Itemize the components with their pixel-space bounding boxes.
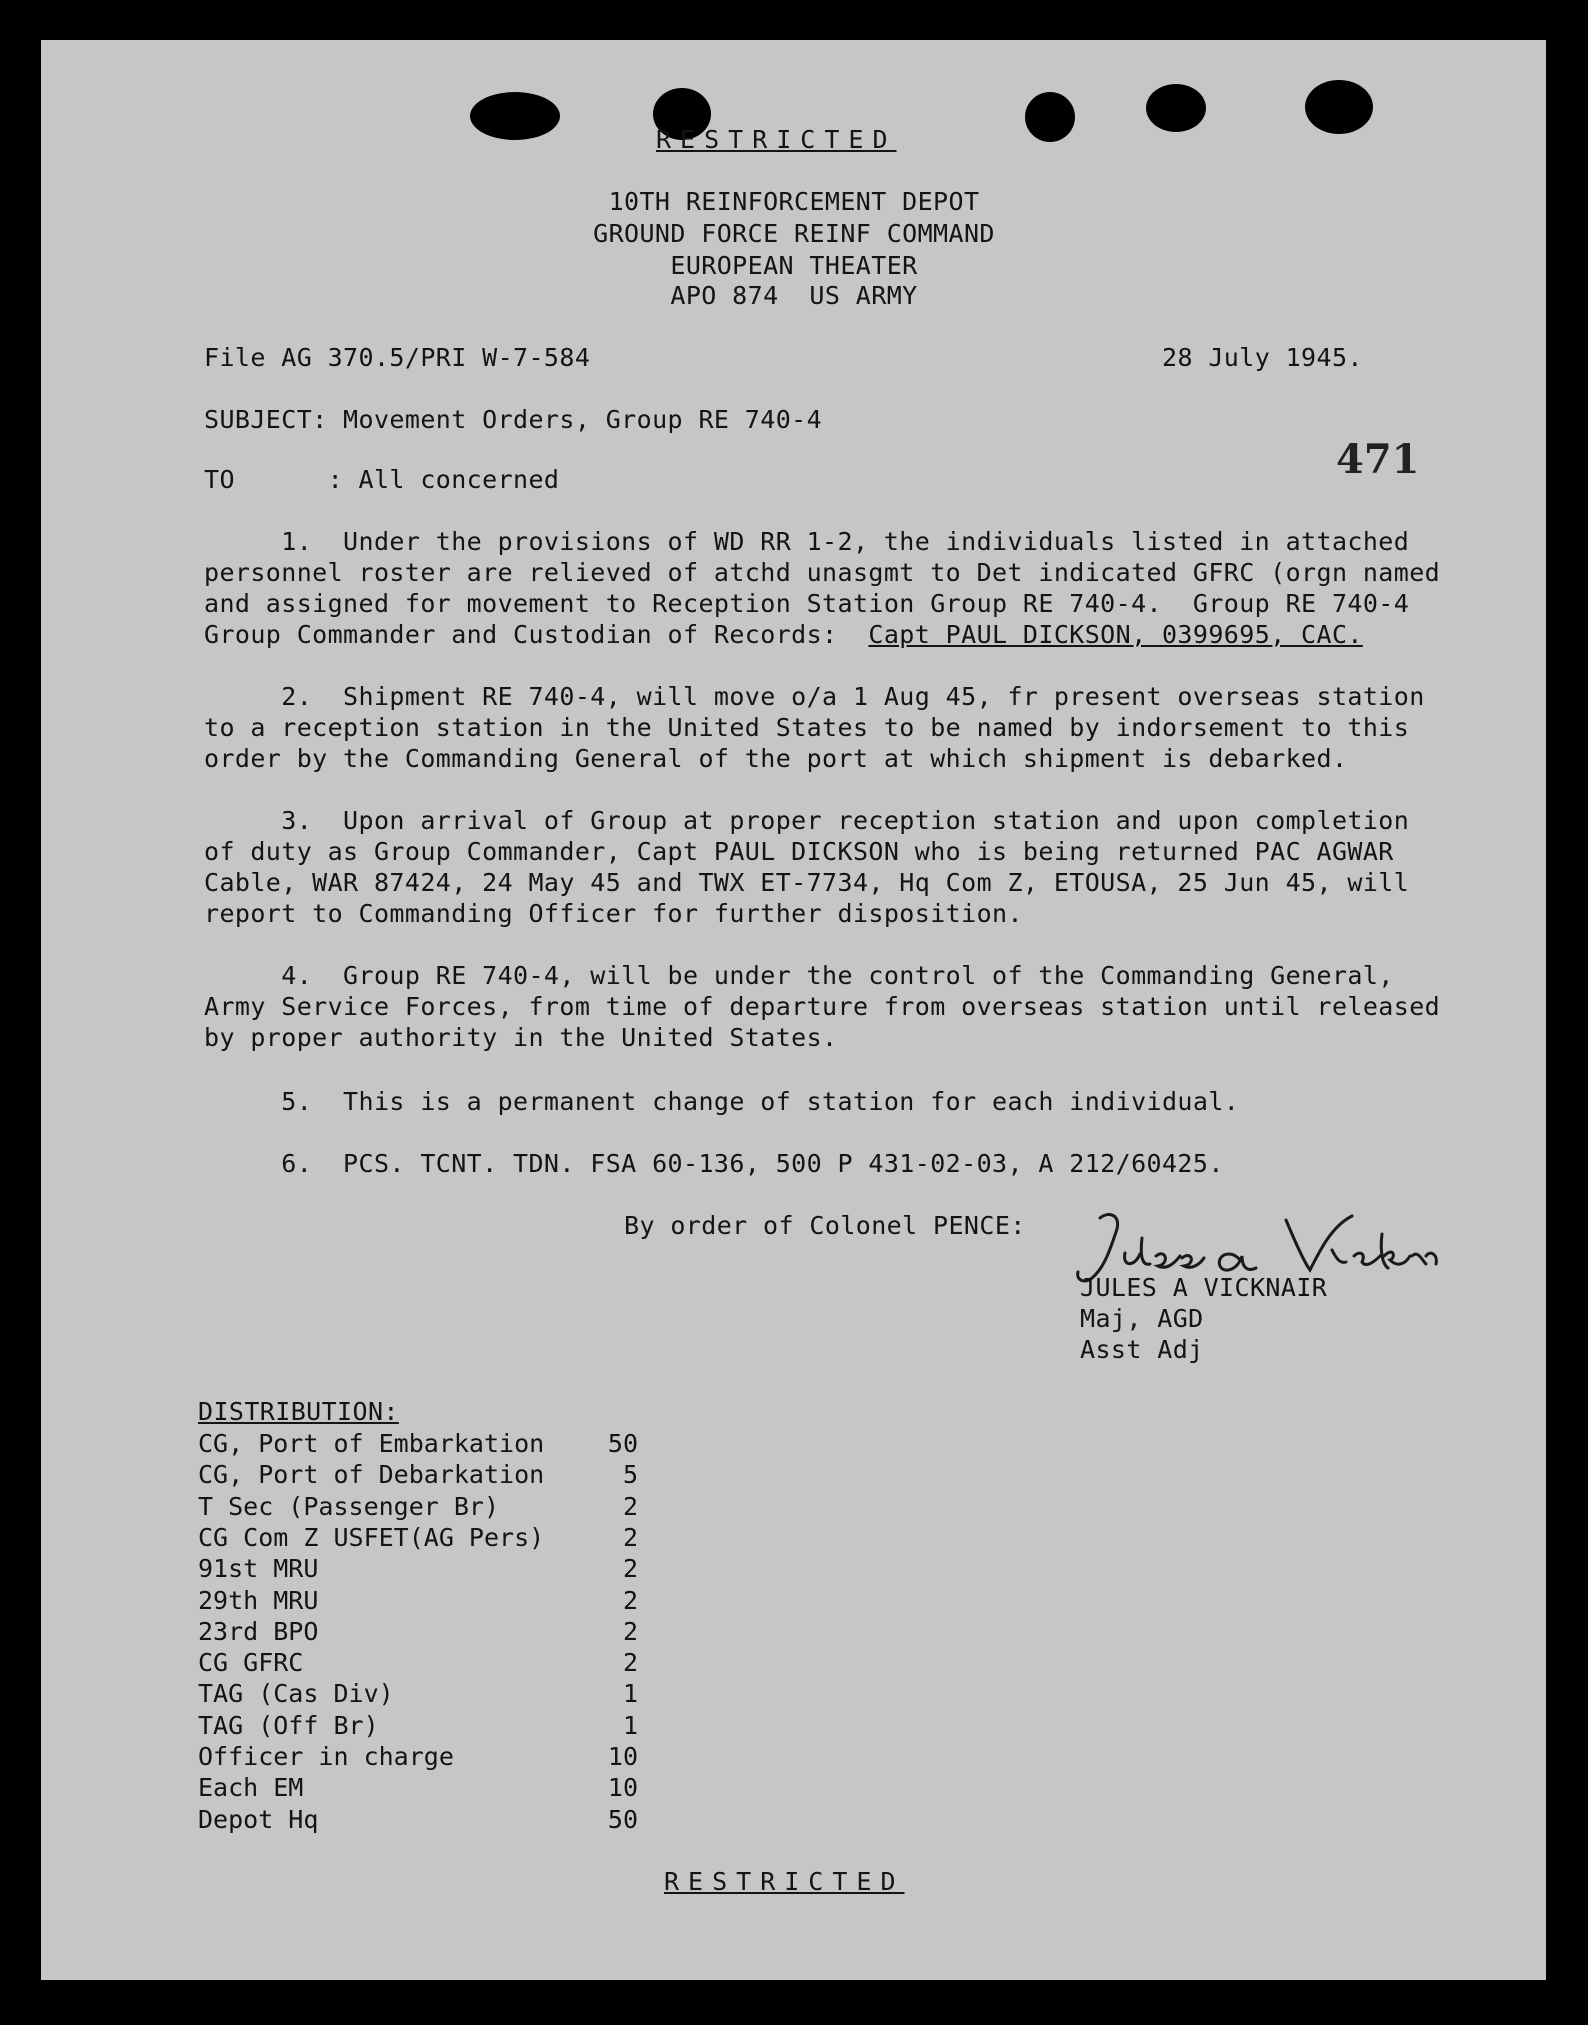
distribution-quantity: 2 <box>622 1523 638 1552</box>
distribution-row <box>198 1678 638 1709</box>
distribution-row <box>198 1647 638 1678</box>
distribution-recipient: T Sec (Passenger Br) <box>198 1492 500 1521</box>
distribution-quantity: 2 <box>622 1617 638 1646</box>
classification-bottom: RESTRICTED <box>664 1867 905 1896</box>
distribution-heading: DISTRIBUTION: <box>198 1397 399 1426</box>
distribution-row <box>198 1459 638 1490</box>
punch-hole-1 <box>470 92 560 140</box>
distribution-recipient: 29th MRU <box>198 1586 319 1615</box>
distribution-row <box>198 1428 638 1459</box>
distribution-row <box>198 1522 638 1553</box>
distribution-quantity: 2 <box>622 1554 638 1583</box>
distribution-quantity: 2 <box>622 1586 638 1615</box>
distribution-recipient: CG GFRC <box>198 1648 304 1677</box>
distribution-row <box>198 1741 638 1772</box>
para-1-line-4 <box>204 619 1363 650</box>
classification-top: RESTRICTED <box>656 125 897 154</box>
distribution-row <box>198 1585 638 1616</box>
distribution-row <box>198 1491 638 1522</box>
distribution-quantity: 2 <box>622 1492 638 1521</box>
signer-rank: Maj, AGD <box>1080 1304 1204 1333</box>
distribution-recipient: CG, Port of Embarkation <box>198 1429 545 1458</box>
distribution-row <box>198 1710 638 1741</box>
stamp-number: 471 <box>1336 436 1420 483</box>
distribution-recipient: TAG (Cas Div) <box>198 1679 394 1708</box>
group-commander-name: Capt PAUL DICKSON, 0399695, CAC. <box>868 620 1363 649</box>
para-2-line-3: order by the Commanding General of the port at which shipment is debarked. <box>204 744 1348 773</box>
para-4-line-2: Army Service Forces, from time of departure from overseas station until released <box>204 992 1441 1021</box>
signature-text: Jules A Vicknair <box>1070 1198 1080 1199</box>
distribution-quantity: 5 <box>622 1460 638 1489</box>
para-1-line-3: and assigned for movement to Reception Station Group RE 740-4. Group RE 740-4 <box>204 589 1410 618</box>
para-1-line-2: personnel roster are relieved of atchd unasgmt to Det indicated GFRC (orgn named <box>204 558 1441 587</box>
distribution-quantity: 1 <box>622 1711 638 1740</box>
org-line-3: EUROPEAN THEATER <box>670 251 918 280</box>
distribution-recipient: CG, Port of Debarkation <box>198 1460 545 1489</box>
distribution-quantity: 2 <box>622 1648 638 1677</box>
distribution-row <box>198 1804 638 1835</box>
para-3-line-3: Cable, WAR 87424, 24 May 45 and TWX ET-7734, Hq Com Z, ETOUSA, 25 Jun 45, will <box>204 868 1410 897</box>
para-5: 5. This is a permanent change of station for each individual. <box>204 1087 1240 1116</box>
para-1-line-1: 1. Under the provisions of WD RR 1-2, the individuals listed in attached <box>204 527 1410 556</box>
para-6: 6. PCS. TCNT. TDN. FSA 60-136, 500 P 431-02-03, A 212/60425. <box>204 1149 1224 1178</box>
signer-name: JULES A VICKNAIR <box>1080 1273 1328 1302</box>
subject-line: SUBJECT: Movement Orders, Group RE 740-4 <box>204 405 823 434</box>
distribution-row <box>198 1553 638 1584</box>
punch-hole-4 <box>1146 84 1206 132</box>
org-line-4: APO 874 US ARMY <box>670 281 918 310</box>
by-order-line: By order of Colonel PENCE: <box>624 1211 1026 1240</box>
distribution-recipient: Each EM <box>198 1773 304 1802</box>
para-3-line-4: report to Commanding Officer for further disposition. <box>204 899 1023 928</box>
distribution-quantity: 50 <box>607 1429 638 1458</box>
para-2-line-1: 2. Shipment RE 740-4, will move o/a 1 Aug 45, fr present overseas station <box>204 682 1425 711</box>
punch-hole-3 <box>1025 92 1075 142</box>
org-line-2: GROUND FORCE REINF COMMAND <box>593 219 995 248</box>
distribution-quantity: 50 <box>607 1805 638 1834</box>
para-3-line-2: of duty as Group Commander, Capt PAUL DICKSON who is being returned PAC AGWAR <box>204 837 1394 866</box>
distribution-quantity: 10 <box>607 1742 638 1771</box>
distribution-recipient: Officer in charge <box>198 1742 454 1771</box>
org-line-1: 10TH REINFORCEMENT DEPOT <box>608 187 980 216</box>
para-4-line-3: by proper authority in the United States. <box>204 1023 838 1052</box>
document-date: 28 July 1945. <box>1162 343 1363 372</box>
to-line: TO : All concerned <box>204 465 560 494</box>
para-4-line-1: 4. Group RE 740-4, will be under the control of the Commanding General, <box>204 961 1394 990</box>
signer-title: Asst Adj <box>1080 1335 1204 1364</box>
distribution-row <box>198 1772 638 1803</box>
distribution-recipient: CG Com Z USFET(AG Pers) <box>198 1523 545 1552</box>
file-reference: File AG 370.5/PRI W-7-584 <box>204 343 591 372</box>
distribution-row <box>198 1616 638 1647</box>
para-2-line-2: to a reception station in the United States to be named by indorsement to this <box>204 713 1410 742</box>
punch-hole-5 <box>1305 80 1373 134</box>
distribution-recipient: Depot Hq <box>198 1805 319 1834</box>
distribution-quantity: 10 <box>607 1773 638 1802</box>
distribution-recipient: TAG (Off Br) <box>198 1711 379 1740</box>
para-3-line-1: 3. Upon arrival of Group at proper reception station and upon completion <box>204 806 1410 835</box>
para-1-line-4-prefix: Group Commander and Custodian of Records: <box>204 620 869 649</box>
distribution-recipient: 23rd BPO <box>198 1617 319 1646</box>
distribution-recipient: 91st MRU <box>198 1554 319 1583</box>
distribution-quantity: 1 <box>622 1679 638 1708</box>
